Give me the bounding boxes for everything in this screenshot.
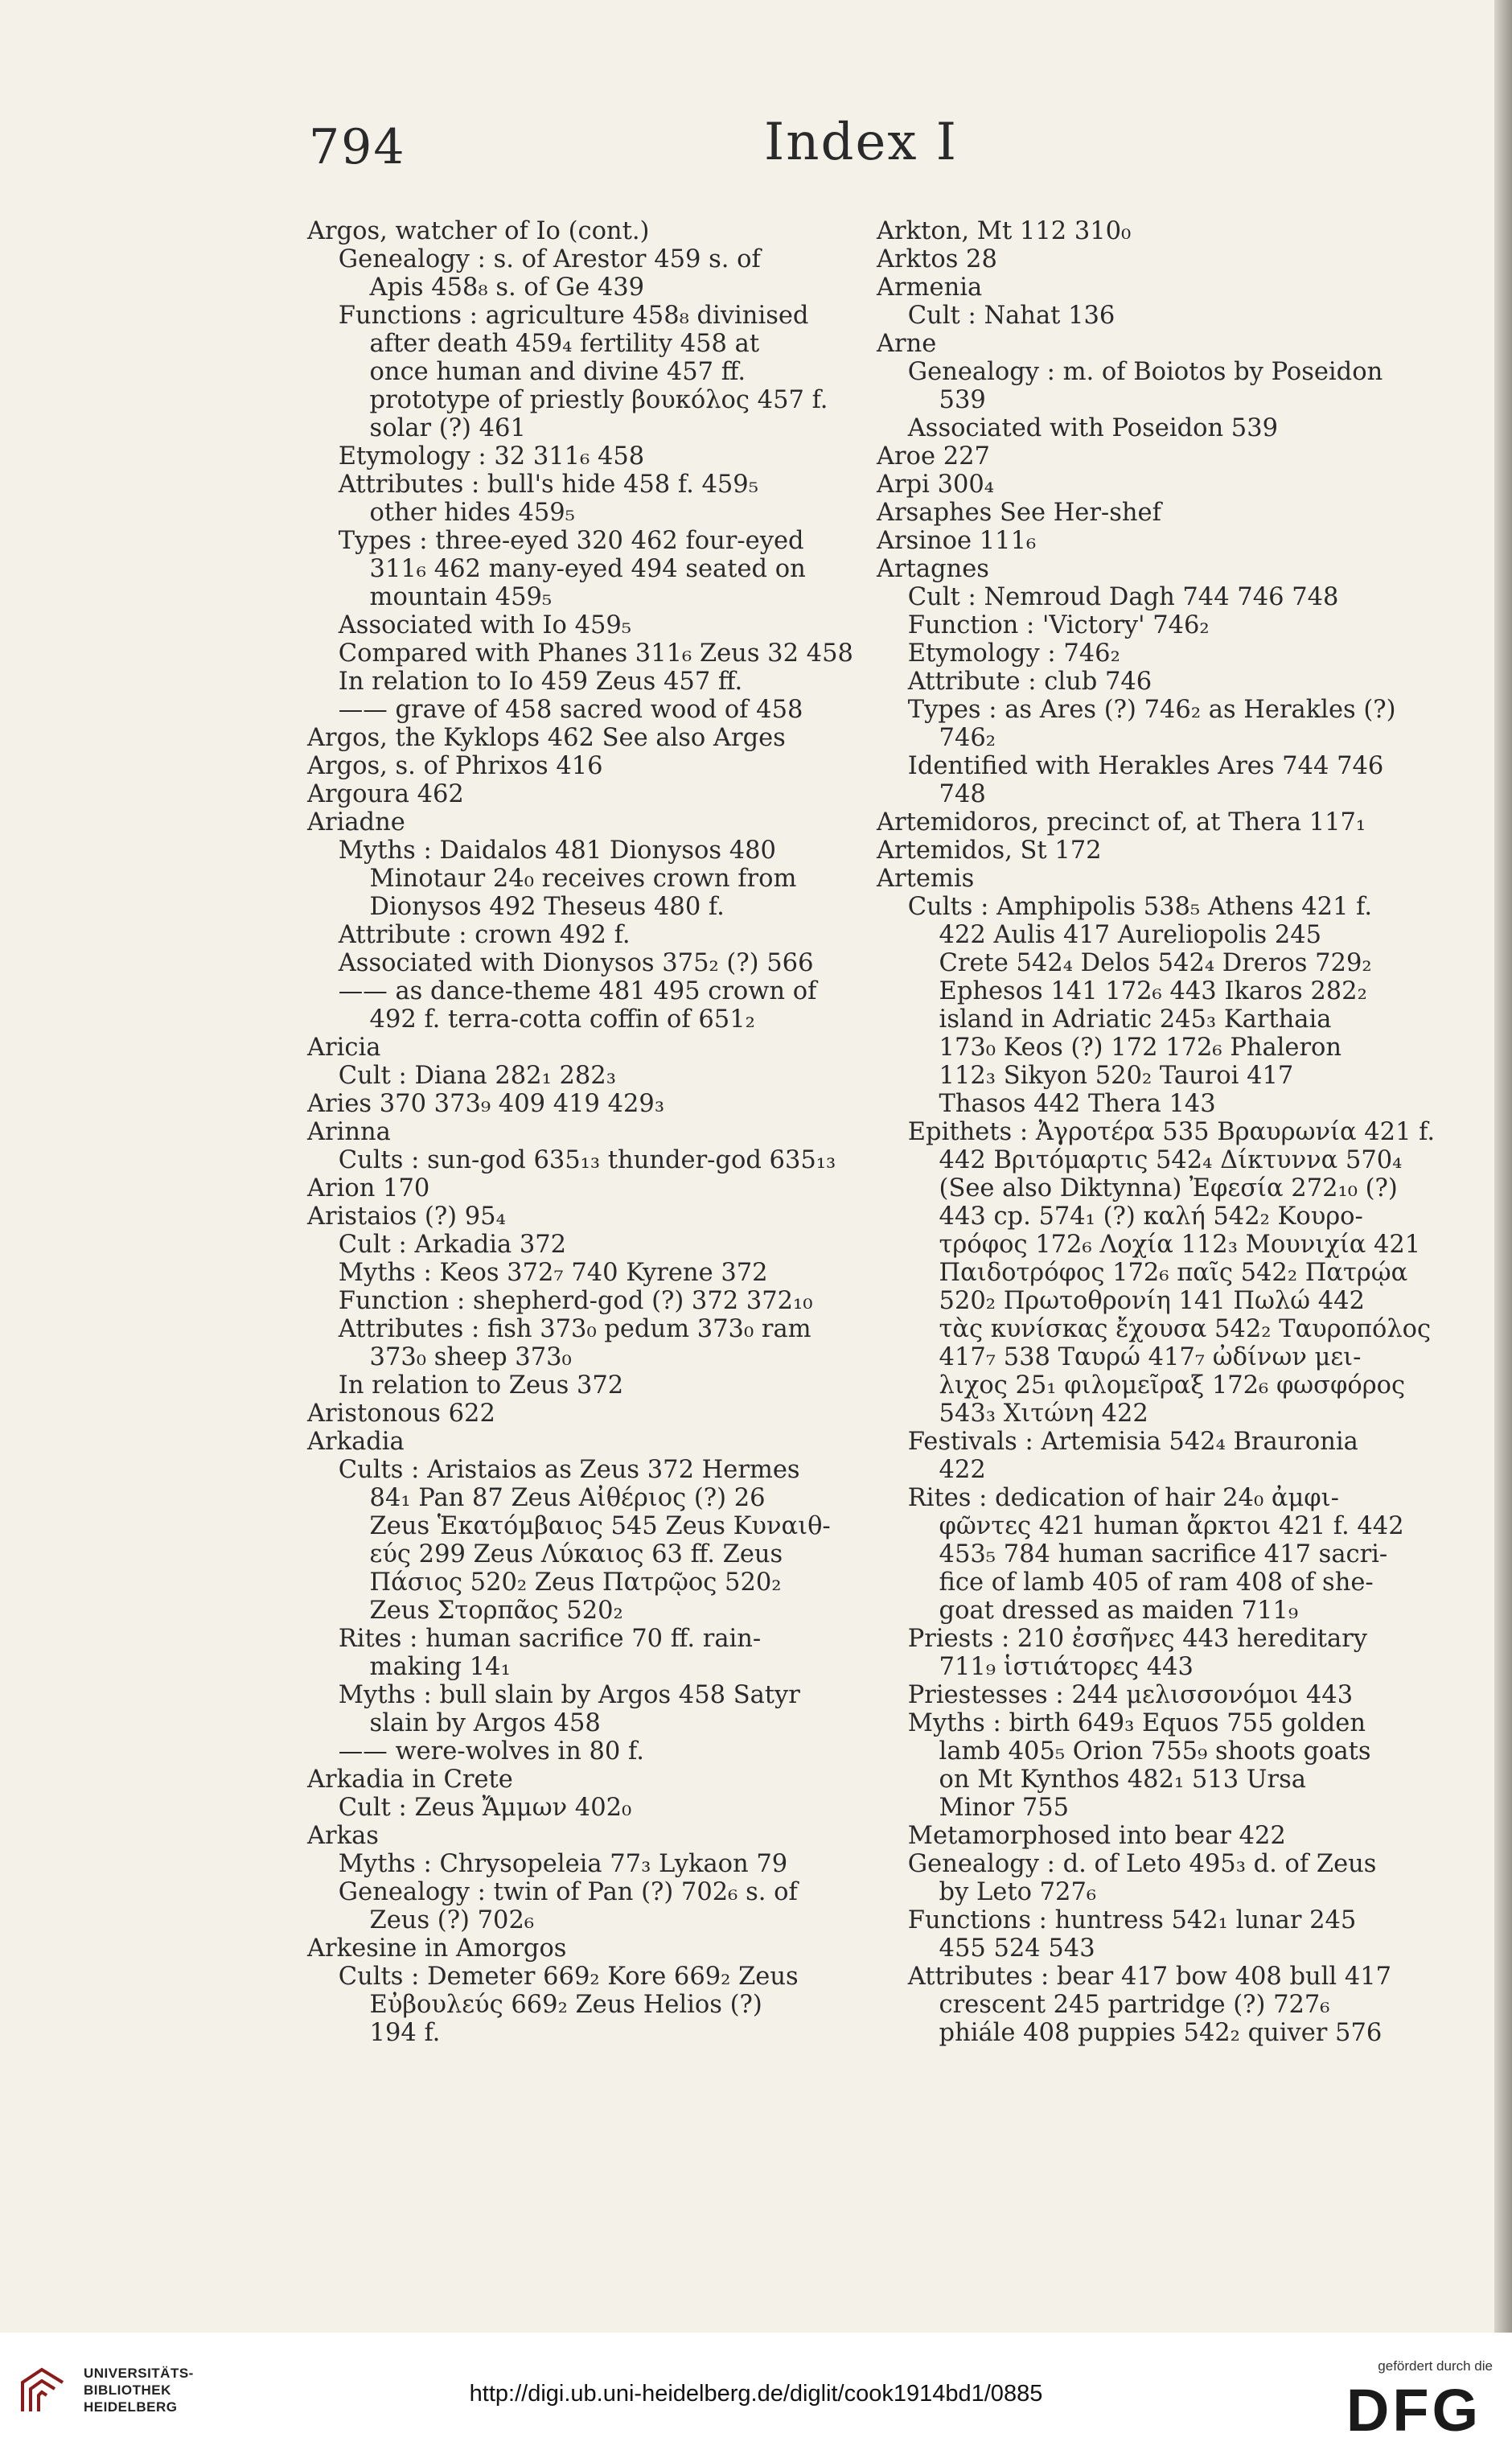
index-line: Genealogy : twin of Pan (?) 702₆ s. of (307, 1878, 798, 1906)
index-line: goat dressed as maiden 711₉ (877, 1597, 1299, 1625)
index-line: Function : 'Victory' 746₂ (877, 611, 1210, 639)
index-line: 748 (877, 780, 986, 808)
index-line: solar (?) 461 (307, 414, 526, 442)
index-line: Genealogy : s. of Arestor 459 s. of (307, 245, 761, 273)
index-line: Cult : Diana 282₁ 282₃ (307, 1062, 616, 1090)
index-line: lamb 405₅ Orion 755₉ shoots goats (877, 1737, 1371, 1766)
index-line: Zeus Στορπᾶος 520₂ (307, 1597, 623, 1625)
index-line: (See also Diktynna) Ἐφεσία 272₁₀ (?) (877, 1174, 1398, 1202)
index-line: Types : three-eyed 320 462 four-eyed (307, 527, 804, 555)
index-line: Arkadia in Crete (307, 1766, 513, 1794)
index-line: 442 Βριτόμαρτις 542₄ Δίκτυννα 570₄ (877, 1146, 1403, 1174)
index-line: Arkesine in Amorgos (307, 1934, 567, 1963)
index-line: crescent 245 partridge (?) 727₆ (877, 1991, 1330, 2019)
index-line: Argos, watcher of Io (cont.) (307, 217, 650, 245)
index-line: 543₃ Χιτώνη 422 (877, 1400, 1148, 1428)
index-line: Priestesses : 244 μελισσονόμοι 443 (877, 1681, 1354, 1709)
index-line: Myths : Chrysopeleia 77₃ Lykaon 79 (307, 1850, 788, 1878)
index-line: Function : shepherd-god (?) 372 372₁₀ (307, 1287, 813, 1315)
index-line: 453₅ 784 human sacrifice 417 sacri- (877, 1540, 1388, 1568)
index-line: Argoura 462 (307, 780, 464, 808)
index-line: Arsaphes See Her-shef (877, 499, 1161, 527)
index-line: 520₂ Πρωτοθρονίη 141 Πωλώ 442 (877, 1287, 1365, 1315)
index-line: Compared with Phanes 311₆ Zeus 32 458 (307, 639, 853, 668)
library-name-line: BIBLIOTHEK (84, 2382, 171, 2398)
page-header (0, 113, 1512, 193)
index-line: In relation to Io 459 Zeus 457 ff. (307, 668, 743, 696)
index-line: Thasos 442 Thera 143 (877, 1090, 1216, 1118)
index-line: by Leto 727₆ (877, 1878, 1097, 1906)
index-line: Etymology : 32 311₆ 458 (307, 442, 645, 471)
index-line: Arkadia (307, 1428, 405, 1456)
index-line: 417₇ 538 Ταυρώ 417₇ ὠδίνων μει- (877, 1343, 1362, 1371)
index-line: mountain 459₅ (307, 583, 553, 611)
index-line: Cults : Demeter 669₂ Kore 669₂ Zeus (307, 1963, 799, 1991)
index-line: Crete 542₄ Delos 542₄ Dreros 729₂ (877, 949, 1372, 977)
index-line: Artemidos, St 172 (877, 837, 1102, 865)
index-line: Arkton, Mt 112 310₀ (877, 217, 1132, 245)
index-line: Aries 370 373₉ 409 419 429₃ (307, 1090, 665, 1118)
index-line: Παιδοτρόφος 172₆ παῖς 542₂ Πατρῴα (877, 1259, 1408, 1287)
index-line: Etymology : 746₂ (877, 639, 1120, 668)
index-line: Epithets : Ἀγροτέρα 535 Βραυρωνία 421 f. (877, 1118, 1436, 1146)
index-line: prototype of priestly βουκόλος 457 f. (307, 386, 828, 414)
index-column-left (307, 217, 853, 2047)
index-line: 492 f. terra-cotta coffin of 651₂ (307, 1005, 755, 1034)
index-line: Associated with Poseidon 539 (877, 414, 1279, 442)
index-line: Arpi 300₄ (877, 471, 995, 499)
index-line: Myths : birth 649₃ Equos 755 golden (877, 1709, 1366, 1737)
index-line: Associated with Io 459₅ (307, 611, 632, 639)
index-line: slain by Argos 458 (307, 1709, 601, 1737)
page-edge-shadow (1494, 0, 1512, 2333)
index-line: 711₉ ἱστιάτορες 443 (877, 1653, 1194, 1681)
index-line: Associated with Dionysos 375₂ (?) 566 (307, 949, 814, 977)
index-line: phiále 408 puppies 542₂ quiver 576 (877, 2019, 1383, 2047)
running-title: Index I (764, 113, 959, 172)
index-line: 455 524 543 (877, 1934, 1095, 1963)
index-line: on Mt Kynthos 482₁ 513 Ursa (877, 1766, 1306, 1794)
library-name-line: UNIVERSITÄTS- (84, 2366, 194, 2381)
index-line: 539 (877, 386, 986, 414)
index-line: Identified with Herakles Ares 744 746 (877, 752, 1384, 780)
index-line: 84₁ Pan 87 Zeus Αἰθέριος (?) 26 (307, 1484, 766, 1512)
index-line: Zeus Ἑκατόμβαιος 545 Zeus Κυναιθ- (307, 1512, 831, 1540)
index-line: —— were-wolves in 80 f. (307, 1737, 644, 1766)
source-url-link[interactable]: http://digi.ub.uni-heidelberg.de/diglit/cook1914bd1/0885 (469, 2381, 1043, 2407)
index-line: Arsinoe 111₆ (877, 527, 1037, 555)
index-line: In relation to Zeus 372 (307, 1371, 624, 1400)
dfg-logo-icon (1333, 2379, 1494, 2437)
index-line: Myths : Keos 372₇ 740 Kyrene 372 (307, 1259, 768, 1287)
index-line: Aricia (307, 1034, 381, 1062)
index-line: Aroe 227 (877, 442, 990, 471)
index-line: Attributes : bull's hide 458 f. 459₅ (307, 471, 758, 499)
library-name-line: HEIDELBERG (84, 2399, 178, 2415)
index-line: 443 cp. 574₁ (?) καλή 542₂ Κουρο- (877, 1202, 1363, 1231)
index-line: Artagnes (877, 555, 989, 583)
index-line: Artemis (877, 865, 975, 893)
index-line: Genealogy : d. of Leto 495₃ d. of Zeus (877, 1850, 1377, 1878)
index-line: Minotaur 24₀ receives crown from (307, 865, 797, 893)
index-line: island in Adriatic 245₃ Karthaia (877, 1005, 1332, 1034)
index-line: 422 (877, 1456, 986, 1484)
index-line: Ariadne (307, 808, 405, 837)
index-line: Arne (877, 330, 937, 358)
index-line: εύς 299 Zeus Λύκαιος 63 ff. Zeus (307, 1540, 783, 1568)
index-line: —— grave of 458 sacred wood of 458 (307, 696, 803, 724)
index-line: Ephesos 141 172₆ 443 Ikaros 282₂ (877, 977, 1367, 1005)
index-line: Dionysos 492 Theseus 480 f. (307, 893, 725, 921)
index-column-right (877, 217, 1436, 2047)
index-line: Εὐβουλεύς 669₂ Zeus Helios (?) (307, 1991, 762, 2019)
index-line: Myths : bull slain by Argos 458 Satyr (307, 1681, 800, 1709)
index-line: Genealogy : m. of Boiotos by Poseidon (877, 358, 1383, 386)
index-line: Myths : Daidalos 481 Dionysos 480 (307, 837, 776, 865)
index-line: Arion 170 (307, 1174, 430, 1202)
index-line: Cult : Zeus Ἄμμων 402₀ (307, 1794, 632, 1822)
index-line: after death 459₄ fertility 458 at (307, 330, 760, 358)
index-line: —— as dance-theme 481 495 crown of (307, 977, 817, 1005)
index-line: Priests : 210 ἐσσῆνες 443 hereditary (877, 1625, 1367, 1653)
index-line: τὰς κυνίσκας ἔχουσα 542₂ Ταυροπόλος (877, 1315, 1432, 1343)
index-line: Cults : Amphipolis 538₅ Athens 421 f. (877, 893, 1373, 921)
index-line: Arkas (307, 1822, 379, 1850)
index-line: Zeus (?) 702₆ (307, 1906, 535, 1934)
index-line: Attribute : crown 492 f. (307, 921, 631, 949)
index-line: Attributes : fish 373₀ pedum 373₀ ram (307, 1315, 811, 1343)
index-line: Argos, the Kyklops 462 See also Arges (307, 724, 786, 752)
index-line: Metamorphosed into bear 422 (877, 1822, 1286, 1850)
index-line: Rites : dedication of hair 24₀ ἀμφι- (877, 1484, 1339, 1512)
index-line: Cults : Aristaios as Zeus 372 Hermes (307, 1456, 800, 1484)
index-line: 173₀ Keos (?) 172 172₆ Phaleron (877, 1034, 1342, 1062)
index-line: Aristonous 622 (307, 1400, 495, 1428)
index-line: Functions : huntress 542₁ lunar 245 (877, 1906, 1357, 1934)
index-line: other hides 459₅ (307, 499, 575, 527)
index-line: Minor 755 (877, 1794, 1070, 1822)
index-line: Arktos 28 (877, 245, 997, 273)
index-line: 112₃ Sikyon 520₂ Tauroi 417 (877, 1062, 1294, 1090)
index-line: Rites : human sacrifice 70 ff. rain- (307, 1625, 762, 1653)
index-line: Functions : agriculture 458₈ divinised (307, 302, 809, 330)
index-line: once human and divine 457 ff. (307, 358, 746, 386)
index-line: Armenia (877, 273, 983, 302)
index-line: Attributes : bear 417 bow 408 bull 417 (877, 1963, 1392, 1991)
index-line: Πάσιος 520₂ Zeus Πατρῷος 520₂ (307, 1568, 782, 1597)
funding-note: gefördert durch die (1378, 2358, 1493, 2374)
index-line: Arinna (307, 1118, 391, 1146)
index-line: φῶντες 421 human ἄρκτοι 421 f. 442 (877, 1512, 1404, 1540)
index-line: 746₂ (877, 724, 996, 752)
index-line: Attribute : club 746 (877, 668, 1152, 696)
index-line: Argos, s. of Phrixos 416 (307, 752, 603, 780)
index-line: Cult : Arkadia 372 (307, 1231, 567, 1259)
index-line: Cults : sun-god 635₁₃ thunder-god 635₁₃ (307, 1146, 836, 1174)
page-number: 794 (309, 119, 406, 175)
index-line: making 14₁ (307, 1653, 511, 1681)
index-line: 422 Aulis 417 Aureliopolis 245 (877, 921, 1322, 949)
index-line: 311₆ 462 many-eyed 494 seated on (307, 555, 806, 583)
index-line: fice of lamb 405 of ram 408 of she- (877, 1568, 1374, 1597)
index-line: τρόφος 172₆ Λοχία 112₃ Μουνιχία 421 (877, 1231, 1421, 1259)
index-line: 373₀ sheep 373₀ (307, 1343, 572, 1371)
footer-bar (0, 2333, 1512, 2446)
dfg-logo-text: DFG (1346, 2379, 1482, 2437)
index-line: Apis 458₈ s. of Ge 439 (307, 273, 645, 302)
index-line: Cult : Nemroud Dagh 744 746 748 (877, 583, 1339, 611)
index-line: λιχος 25₁ φιλομεῖραξ 172₆ φωσφόρος (877, 1371, 1406, 1400)
index-line: Types : as Ares (?) 746₂ as Herakles (?) (877, 696, 1396, 724)
index-line: Artemidoros, precinct of, at Thera 117₁ (877, 808, 1366, 837)
index-line: 194 f. (307, 2019, 441, 2047)
index-line: Aristaios (?) 95₄ (307, 1202, 506, 1231)
index-line: Cult : Nahat 136 (877, 302, 1116, 330)
index-line: Festivals : Artemisia 542₄ Brauronia (877, 1428, 1358, 1456)
